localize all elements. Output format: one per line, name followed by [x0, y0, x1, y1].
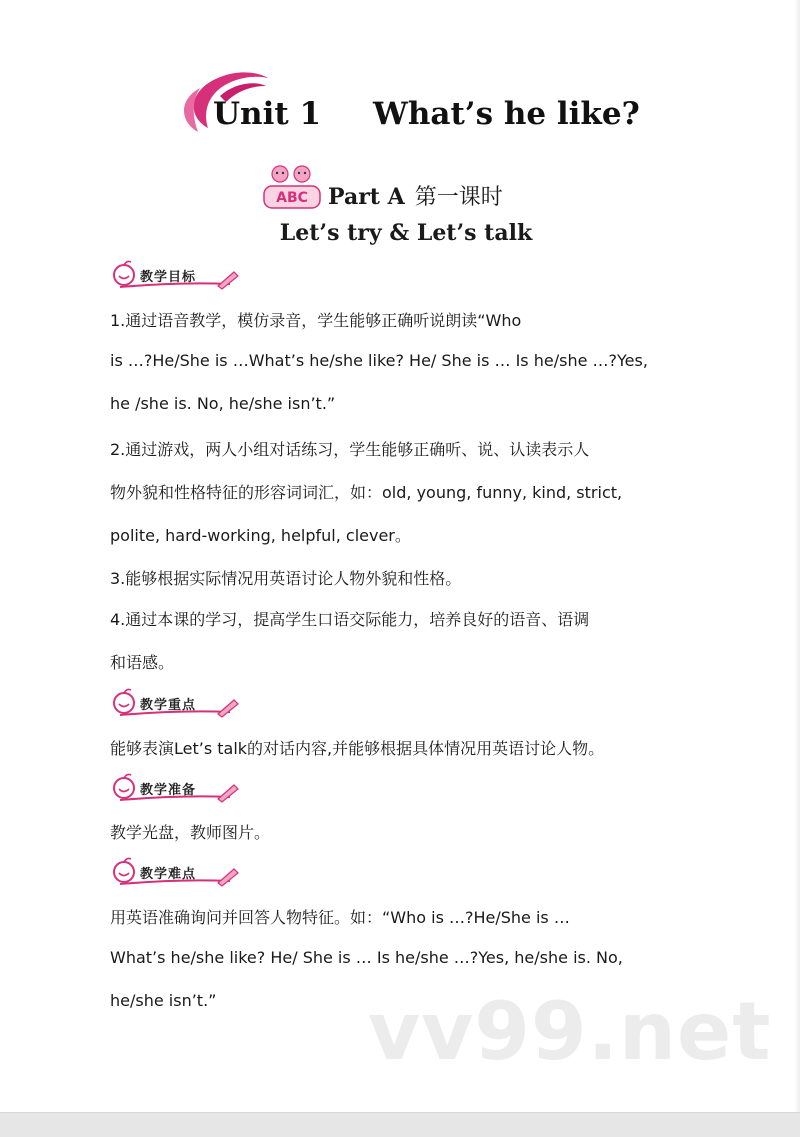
objective-line: 2.通过游戏，两人小组对话练习，学生能够正确听、说、认读表示人 [110, 440, 590, 459]
section-heading: 教学难点 [140, 867, 197, 882]
lesson-title: Let’s try & Let’s talk [279, 220, 533, 246]
objective-line: 和语感。 [110, 653, 175, 672]
objective-line: 3.能够根据实际情况用英语讨论人物外貌和性格。 [110, 569, 462, 588]
objective-line: is …?He/She is …What’s he/she like? He/ She is … Is he/she …?Yes, [110, 351, 648, 370]
difficulty-line: What’s he/she like? He/ She is … Is he/she …?Yes, he/she is. No, [110, 948, 623, 967]
objective-line: he /she is. No, he/she isn’t.” [110, 394, 336, 413]
part-heading [328, 180, 503, 211]
section-badge-preparation [110, 773, 240, 803]
unit-title [213, 96, 640, 132]
unit-number: Unit 1 [213, 96, 322, 132]
objective-line: 1.通过语音教学，模仿录音，学生能够正确听说朗读“Who [110, 311, 522, 330]
difficulty-line: 用英语准确询问并回答人物特征。如：“Who is …?He/She is … [110, 908, 570, 927]
section-heading: 教学重点 [140, 698, 197, 713]
preparation-line: 教学光盘，教师图片。 [110, 823, 271, 842]
section-badge-difficulties [110, 857, 240, 887]
page-edge-shadow [794, 0, 800, 1112]
svg-text:ABC: ABC [276, 190, 308, 206]
section-badge-objectives [110, 260, 240, 290]
key-point-line: 能够表演Let’s talk的对话内容,并能够根据具体情况用英语讨论人物。 [110, 739, 605, 758]
page-bottom-bar [0, 1112, 800, 1137]
objective-line: 物外貌和性格特征的形容词词汇，如：old, young, funny, kind, strict, [110, 483, 623, 502]
difficulty-line: he/she isn’t.” [110, 991, 217, 1010]
unit-topic: What’s he like? [373, 96, 640, 132]
part-label: Part A [328, 184, 405, 210]
abc-kids-icon [258, 160, 326, 212]
section-badge-key-points [110, 688, 240, 718]
section-heading: 教学准备 [140, 783, 197, 798]
objective-line: 4.通过本课的学习，提高学生口语交际能力，培养良好的语音、语调 [110, 610, 590, 629]
lesson-period: 第一课时 [414, 185, 503, 210]
watermark: vv99.net [368, 985, 772, 1078]
section-heading: 教学目标 [140, 270, 197, 285]
objective-line: polite, hard-working, helpful, clever。 [110, 526, 411, 545]
